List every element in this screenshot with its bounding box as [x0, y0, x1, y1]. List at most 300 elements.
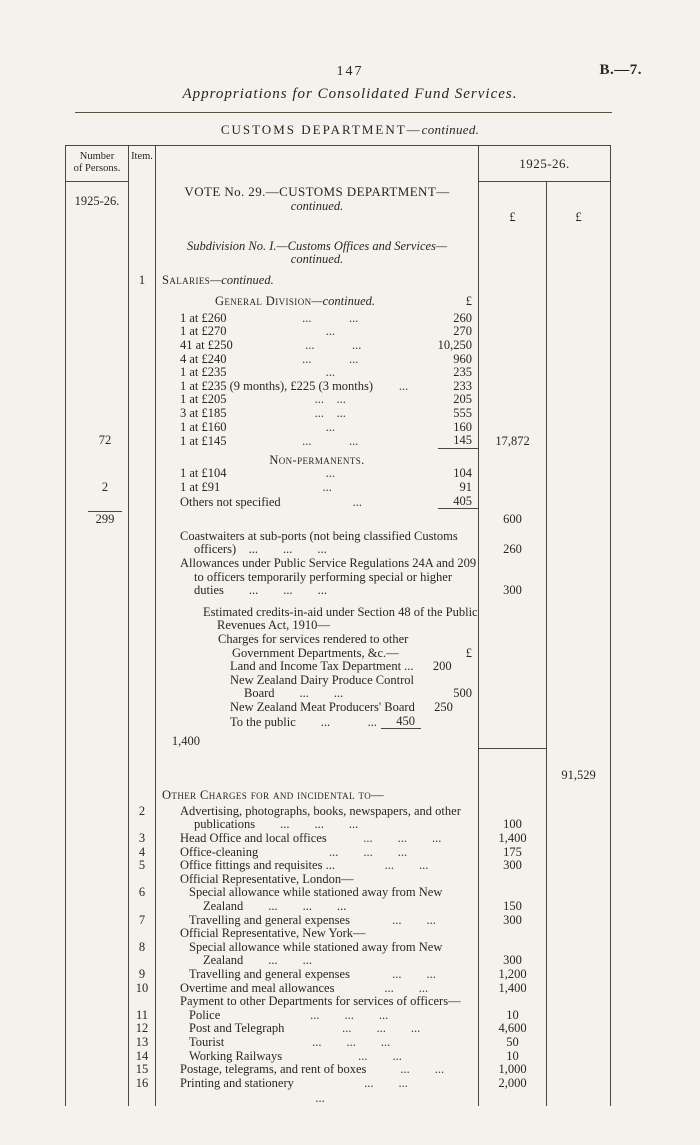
amount-col2-cell — [547, 782, 611, 803]
leader-dots: ... ... — [302, 352, 359, 366]
leader-dots: ... ... — [358, 1049, 402, 1063]
amount-col2-cell — [547, 366, 611, 380]
leader-dots: ... ... — [314, 407, 346, 421]
inner-amount: 145 — [438, 434, 478, 449]
amount-col2-cell — [547, 873, 611, 887]
leader-dots: ... ... ... — [310, 1008, 389, 1022]
amount-col1-cell — [479, 598, 547, 633]
description-line — [156, 467, 478, 481]
table-row — [66, 467, 611, 481]
persons-cell — [66, 598, 129, 633]
row-text: Police — [189, 1007, 221, 1022]
amount-col1-cell — [479, 873, 547, 887]
row-text: Postage, telegrams, and rent of boxes — [180, 1062, 367, 1077]
amount-col2-cell — [547, 729, 611, 749]
persons-cell — [66, 914, 129, 928]
description-cell — [156, 729, 479, 749]
amount-col1-cell: 100 — [479, 803, 547, 832]
persons-cell — [66, 267, 129, 288]
table-header-row-1 — [66, 146, 611, 182]
item-number-cell — [129, 449, 156, 468]
amount-col1-cell — [479, 927, 547, 941]
description-cell — [156, 557, 479, 598]
amount-col2-cell — [547, 982, 611, 996]
amount-col2-cell — [547, 1009, 611, 1023]
table-row — [66, 859, 611, 873]
item-number-cell — [129, 633, 156, 660]
description-cell — [156, 325, 479, 339]
description-cell — [156, 495, 479, 510]
leader-dots: ... — [322, 481, 332, 494]
persons-cell — [66, 393, 129, 407]
row-text: Special allowance while stationed away from New Zealand ... ... ... — [189, 885, 443, 914]
table-body — [66, 236, 611, 1106]
persons-cell — [66, 701, 129, 715]
item-number-cell — [129, 481, 156, 495]
amount-col1-cell: 300 — [479, 859, 547, 873]
persons-cell — [66, 941, 129, 968]
inner-amount: 555 — [453, 406, 472, 421]
description-cell — [156, 481, 479, 495]
amount-col2-cell — [547, 846, 611, 860]
row-text: 1 at £235 (9 months), £225 (3 months) — [180, 378, 374, 393]
amount-col1-cell: 1,200 — [479, 968, 547, 982]
table-row — [66, 353, 611, 367]
persons-cell — [66, 1036, 129, 1050]
section-heading-continued: continued. — [421, 122, 480, 137]
description-cell — [156, 982, 479, 996]
amount-col1-cell — [479, 353, 547, 367]
persons-cell — [66, 968, 129, 982]
leader-dots: ... ... — [384, 981, 429, 995]
persons-cell — [66, 407, 129, 421]
description-cell — [156, 449, 479, 468]
amount-col1-cell: 175 — [479, 846, 547, 860]
description-line — [156, 312, 478, 326]
description-line — [156, 1092, 478, 1106]
amount-col1-cell: 600 — [479, 509, 547, 527]
leader-dots: ... ... ... — [329, 845, 408, 859]
description-cell — [156, 995, 479, 1009]
table-row — [66, 309, 611, 326]
amount-col2-cell — [547, 353, 611, 367]
description-line — [156, 407, 478, 421]
amount-col2-cell — [547, 267, 611, 288]
inner-amount: 10,250 — [437, 338, 472, 353]
item-number-cell: 12 — [129, 1022, 156, 1036]
description-line — [156, 968, 478, 982]
persons-cell — [66, 886, 129, 913]
description-cell — [156, 832, 479, 846]
amount-col2-cell — [547, 1077, 611, 1091]
amount-col1-cell — [479, 674, 547, 701]
description-line — [156, 295, 478, 309]
item-number-cell — [129, 366, 156, 380]
amount-col2-cell — [547, 633, 611, 660]
amount-col2-cell — [547, 467, 611, 481]
persons-cell — [66, 846, 129, 860]
amount-col2-cell — [547, 309, 611, 326]
inner-amount: 200 — [432, 659, 452, 674]
leader-dots: ... ... — [302, 435, 359, 449]
leader-dots: ... — [398, 379, 409, 393]
row-text: Office fittings and requisites ... — [180, 858, 335, 873]
table-row — [66, 1009, 611, 1023]
item-number-cell: 6 — [129, 886, 156, 913]
amount-col1-cell — [479, 267, 547, 288]
table-row — [66, 393, 611, 407]
table-row — [66, 927, 611, 941]
row-text: Post and Telegraph — [189, 1021, 285, 1036]
description-line — [156, 873, 478, 887]
item-number-cell — [129, 253, 156, 267]
persons-cell — [66, 873, 129, 887]
table-row — [66, 253, 611, 267]
persons-cell — [66, 995, 129, 1009]
description-cell — [156, 968, 479, 982]
description-line — [156, 434, 478, 449]
description-line — [156, 253, 478, 267]
persons-cell — [66, 353, 129, 367]
description-cell — [156, 914, 479, 928]
inner-amount: 205 — [453, 392, 472, 407]
amount-col1-cell — [479, 421, 547, 435]
item-number-cell — [129, 287, 156, 309]
description-cell — [156, 287, 479, 309]
description-cell — [156, 859, 479, 873]
table-row — [66, 982, 611, 996]
table-row — [66, 366, 611, 380]
currency-header-2: £ — [547, 182, 611, 236]
table-row — [66, 941, 611, 968]
persons-cell — [66, 527, 129, 557]
amount-col2-cell — [547, 434, 611, 449]
row-text: Allowances under Public Service Regulations 24A and 209 to officers temporarily performing special or higher duties ... ... ... — [180, 555, 477, 598]
amount-col1-cell — [479, 1090, 547, 1106]
table-row — [66, 846, 611, 860]
description-line — [156, 1077, 478, 1091]
row-text: Travelling and general expenses — [189, 967, 350, 981]
leader-dots: ... ... ... — [342, 1022, 421, 1036]
description-line — [156, 380, 478, 394]
persons-cell — [66, 633, 129, 660]
row-text: Printing and stationery — [180, 1075, 294, 1090]
amount-col2-cell — [547, 557, 611, 598]
row-text: 1 at £91 — [180, 480, 221, 494]
persons-cell — [66, 309, 129, 326]
item-number-cell: 13 — [129, 1036, 156, 1050]
amount-col2-cell — [547, 660, 611, 674]
amount-col2-cell — [547, 325, 611, 339]
amount-col1-cell — [479, 782, 547, 803]
description-line — [156, 495, 478, 510]
amount-col1-cell — [479, 449, 547, 468]
persons-cell — [66, 782, 129, 803]
description-cell — [156, 467, 479, 481]
amount-col1-cell: 17,872 — [479, 434, 547, 449]
description-line — [156, 339, 478, 353]
title-divider — [75, 112, 612, 113]
amount-col1-cell: 4,600 — [479, 1022, 547, 1036]
amount-col1-cell: 260 — [479, 527, 547, 557]
description-line — [156, 274, 478, 288]
row-text: 1 at £270 — [180, 324, 227, 339]
item-number-cell — [129, 467, 156, 481]
row-text: 1 at £260 — [180, 310, 227, 325]
row-text: Official Representative, New York— — [180, 926, 366, 941]
item-number-cell: 11 — [129, 1009, 156, 1023]
amount-col1-cell: 1,000 — [479, 1063, 547, 1077]
vote-title: VOTE No. 29.—CUSTOMS DEPARTMENT— — [184, 184, 450, 199]
leader-dots: ... ... — [305, 339, 362, 353]
amount-col2-cell — [547, 886, 611, 913]
amount-col2-cell — [547, 968, 611, 982]
item-number-cell — [129, 715, 156, 730]
leader-dots: ... — [352, 495, 363, 509]
description-cell — [156, 927, 479, 941]
description-line — [156, 325, 478, 339]
item-number-cell: 1 — [129, 267, 156, 288]
table-row — [66, 449, 611, 468]
description-line — [156, 832, 478, 846]
table-row — [66, 886, 611, 913]
description-line — [156, 914, 478, 928]
item-number-cell: 4 — [129, 846, 156, 860]
description-line — [156, 735, 478, 749]
row-text: Non-permanents. — [269, 452, 365, 467]
item-number-cell — [129, 339, 156, 353]
item-number-cell — [129, 236, 156, 254]
row-text: Office-cleaning — [180, 844, 259, 859]
description-cell — [156, 366, 479, 380]
table-row — [66, 557, 611, 598]
description-cell — [156, 674, 479, 701]
amount-col2-cell — [547, 715, 611, 730]
table-row — [66, 803, 611, 832]
amount-col1-cell: 10 — [479, 1050, 547, 1064]
description-line — [156, 941, 478, 968]
row-text: Head Office and local offices — [180, 831, 327, 846]
description-cell — [156, 380, 479, 394]
item-number-cell: 10 — [129, 982, 156, 996]
item-number-cell — [129, 873, 156, 887]
table-row — [66, 481, 611, 495]
inner-amount: 160 — [453, 419, 472, 434]
description-cell — [156, 236, 479, 254]
row-text: Others not specified — [180, 494, 281, 509]
row-text: 1 at £235 — [180, 365, 227, 380]
description-cell — [156, 749, 479, 783]
table-row — [66, 339, 611, 353]
persons-cell — [66, 674, 129, 701]
description-cell — [156, 633, 479, 660]
row-text: Official Representative, London— — [180, 871, 354, 886]
description-line — [156, 1036, 478, 1050]
page-header — [0, 0, 700, 80]
item-number-cell: 15 — [129, 1063, 156, 1077]
persons-cell — [66, 832, 129, 846]
persons-cell — [66, 715, 129, 730]
item-number-cell — [129, 393, 156, 407]
amount-col1-cell — [479, 236, 547, 254]
item-number-cell: 8 — [129, 941, 156, 968]
table-row — [66, 598, 611, 633]
document-title: Appropriations for Consolidated Fund Services. — [182, 86, 518, 102]
row-text: Advertising, photographs, books, newspapers, and other publications ... ... ... — [180, 803, 461, 832]
amount-col2-cell — [547, 927, 611, 941]
description-cell — [156, 421, 479, 435]
amount-col1-cell — [479, 749, 547, 783]
table-row — [66, 914, 611, 928]
description-cell — [156, 407, 479, 421]
row-text: New Zealand Meat Producers' Board — [230, 699, 415, 714]
table-row — [66, 674, 611, 701]
description-line — [156, 481, 478, 495]
persons-cell — [66, 557, 129, 598]
table-row — [66, 995, 611, 1009]
persons-cell — [66, 509, 129, 527]
item-number-cell — [129, 421, 156, 435]
description-line — [156, 606, 478, 633]
persons-cell — [66, 729, 129, 749]
leader-dots: ... ... — [392, 968, 436, 981]
amount-col2-cell — [547, 407, 611, 421]
amount-col1-cell: 1,400 — [479, 982, 547, 996]
description-line — [156, 633, 478, 660]
table-row — [66, 1036, 611, 1050]
persons-cell — [66, 749, 129, 783]
amount-col1-cell: 300 — [479, 941, 547, 968]
persons-cell — [66, 1077, 129, 1091]
amount-col1-cell — [479, 287, 547, 309]
leader-dots: ... ... — [400, 1063, 445, 1077]
description-line — [156, 1009, 478, 1023]
persons-cell — [66, 366, 129, 380]
description-line — [156, 995, 478, 1009]
description-cell — [156, 782, 479, 803]
amount-col2-cell — [547, 421, 611, 435]
item-number-cell — [129, 674, 156, 701]
description-line — [156, 660, 478, 674]
persons-header-line2: of Persons. — [73, 163, 121, 174]
item-number-cell — [129, 434, 156, 449]
row-text: Travelling and general expenses — [189, 912, 350, 927]
persons-cell — [66, 325, 129, 339]
leader-dots: ... — [325, 420, 335, 434]
persons-cell — [66, 1050, 129, 1064]
row-text: 1 at £205 — [180, 392, 227, 407]
amount-col1-cell — [479, 309, 547, 326]
item-number-cell: 3 — [129, 832, 156, 846]
persons-cell — [66, 495, 129, 510]
section-heading-text: CUSTOMS DEPARTMENT— — [220, 122, 422, 137]
description-line — [156, 353, 478, 367]
amount-col1-cell — [479, 467, 547, 481]
table-row — [66, 434, 611, 449]
persons-cell — [66, 803, 129, 832]
table-row — [66, 1090, 611, 1106]
description-line — [156, 715, 478, 730]
row-text: 4 at £240 — [180, 351, 227, 366]
amount-col1-cell — [479, 339, 547, 353]
persons-column-header — [66, 146, 129, 182]
amount-col1-cell: 1,400 — [479, 832, 547, 846]
inner-amount: 233 — [453, 378, 472, 393]
table-row — [66, 421, 611, 435]
year-column-header: 1925-26. — [479, 146, 611, 182]
leader-dots: ... — [325, 325, 335, 339]
persons-cell — [66, 1063, 129, 1077]
description-cell — [156, 509, 479, 527]
row-text-continued: —continued. — [311, 294, 376, 309]
table-row — [66, 267, 611, 288]
description-cell — [156, 339, 479, 353]
description-line — [156, 366, 478, 380]
item-number-cell — [129, 927, 156, 941]
row-text: Land and Income Tax Department ... — [230, 659, 414, 674]
item-number-cell — [129, 380, 156, 394]
amount-col1-cell: 2,000 — [479, 1077, 547, 1091]
description-line — [156, 1050, 478, 1064]
amount-col2-cell — [547, 701, 611, 715]
amount-col1-cell: 300 — [479, 914, 547, 928]
row-text: Subdivision No. I.—Customs Offices and Services— — [186, 238, 448, 253]
table-row — [66, 873, 611, 887]
amount-col2-cell — [547, 481, 611, 495]
amount-col2-cell — [547, 339, 611, 353]
currency-header-1: £ — [479, 182, 547, 236]
description-cell — [156, 598, 479, 633]
amount-col2-cell — [547, 1022, 611, 1036]
description-cell — [156, 1036, 479, 1050]
amount-col1-cell: 150 — [479, 886, 547, 913]
table-row — [66, 287, 611, 309]
description-cell — [156, 660, 479, 674]
persons-cell — [66, 380, 129, 394]
description-line — [156, 701, 478, 715]
table-row — [66, 527, 611, 557]
persons-cell — [66, 1009, 129, 1023]
inner-amount: 405 — [438, 495, 478, 510]
amount-col2-cell — [547, 380, 611, 394]
item-number-cell: 2 — [129, 803, 156, 832]
persons-cell — [66, 421, 129, 435]
amount-col2-cell — [547, 803, 611, 832]
amount-col1-cell — [479, 253, 547, 267]
item-number-cell — [129, 407, 156, 421]
amount-col2-cell — [547, 495, 611, 510]
table-row — [66, 407, 611, 421]
description-cell — [156, 393, 479, 407]
item-column-header: Item. — [129, 146, 156, 236]
description-line — [156, 240, 478, 254]
section-heading — [0, 122, 700, 138]
amount-col2-cell — [547, 449, 611, 468]
inner-amount: 960 — [453, 351, 472, 366]
table-row — [66, 495, 611, 510]
table-row — [66, 325, 611, 339]
description-cell — [156, 1009, 479, 1023]
row-text: 1 at £145 — [180, 434, 227, 449]
amount-col2-cell — [547, 253, 611, 267]
leader-dots: ... — [325, 366, 335, 380]
persons-cell — [66, 236, 129, 254]
row-text: Estimated credits-in-aid under Section 48 of the Public Revenues Act, 1910— — [203, 604, 478, 633]
description-cell — [156, 527, 479, 557]
item-number-cell — [129, 325, 156, 339]
persons-cell — [66, 1022, 129, 1036]
amount-col1-cell: 300 — [479, 557, 547, 598]
